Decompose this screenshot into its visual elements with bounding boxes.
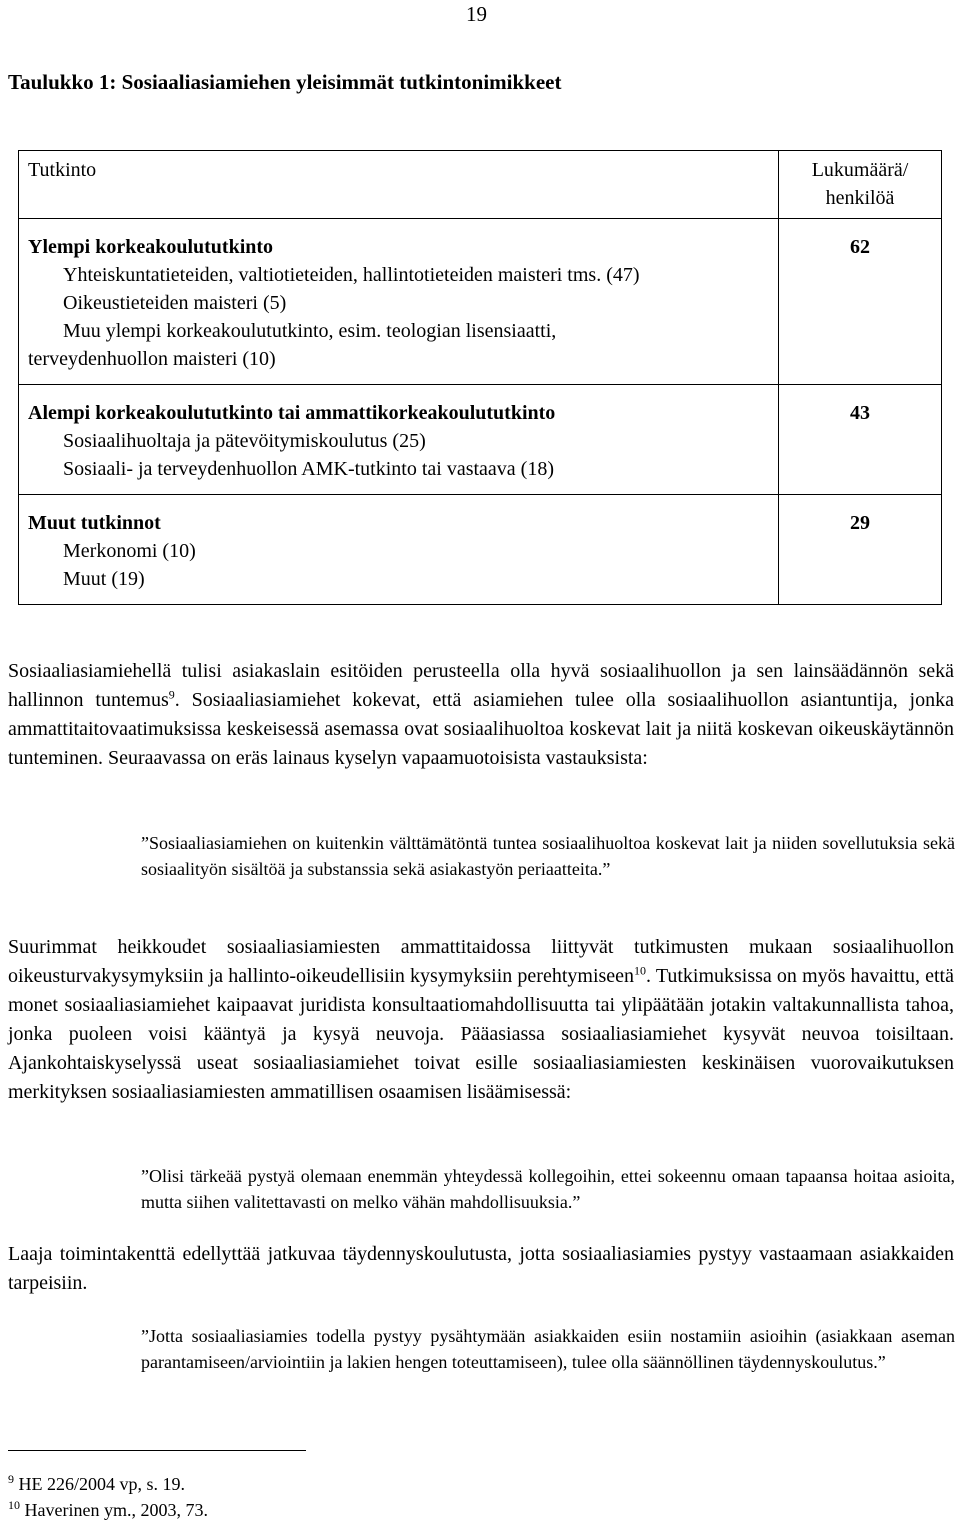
group-title: Alempi korkeakoulututkinto tai ammattikorkeakoulututkinto (28, 402, 556, 424)
group-title: Ylempi korkeakoulututkinto (28, 236, 274, 258)
quotation: ”Jotta sosiaaliasiamies todella pystyy pysähtymään asiakkaiden esiin nostamiin asioihin (asiakkaan aseman parantamiseen/arviointiin ja lakien hengen toteuttamiseen), tulee olla säännöllinen täydennyskoulutus.” (141, 1326, 955, 1372)
count-cell (779, 219, 942, 385)
group-title: Muut tutkinnot (28, 512, 161, 534)
degree-cell (19, 385, 779, 495)
group-item: terveydenhuollon maisteri (10) (28, 348, 276, 370)
group-count: 29 (850, 512, 870, 534)
degree-cell (19, 495, 779, 605)
footnote-ref: 10 (634, 963, 647, 978)
footnote: $^9$ HE 226/2004 vp, s. 19. (8, 1472, 185, 1494)
body-paragraph: Sosiaaliasiamiehellä tulisi asiakaslain esitöiden perusteella olla hyvä sosiaalihuollon ja sen lainsäädännön sekä hallinnon tuntemus$^9$. Sosiaaliasiamiehet kokevat, että asiamiehen tulee olla sosiaalihuollon asiantuntija, jonka ammattitaitovaatimuksissa keskeisessä asemassa ovat sosiaalihuoltoa koskevat lait ja niitä koskevan oikeuskäytännön tunteminen. Seuraavassa on eräs lainaus kyselyn vapaamuotoisista vastauksista: (8, 660, 954, 769)
group-count: 62 (850, 236, 870, 258)
table-row (19, 385, 942, 495)
degree-table (18, 150, 942, 605)
quotation: ”Sosiaaliasiamiehen on kuitenkin välttämätöntä tuntea sosiaalihuoltoa koskevat lait ja niiden sovellutuksia sekä sosiaalityön sisältöä ja substanssia sekä asiakastyön periaatteita.” (141, 833, 955, 879)
header-count: Lukumäärä/ henkilöä (779, 151, 942, 219)
body-paragraph: Suurimmat heikkoudet sosiaaliasiamiesten ammattitaidossa liittyvät tutkimusten mukaan sosiaalihuollon oikeusturvakysymyksiin ja hallinto-oikeudellisiin kysymyksiin perehtymiseen$^{10}$. Tutkimuksissa on myös havaittu, että monet sosiaaliasiamiehet kaipaavat juridista konsultaatiomahdollisuutta tai ylipäätään jotakin valtakunnallista tahoa, jonka puoleen voisi kääntyä ja kysyä neuvoja. Pääasiassa sosiaaliasiamiehet kysyvät neuvoa toisiltaan. Ajankohtaiskyselyssä useat sosiaaliasiamiehet toivat esille sosiaaliasiamiesten keskinäisen vuorovaikutuksen merkityksen sosiaaliasiamiesten ammatillisen osaamisen lisäämisessä: (8, 936, 954, 1103)
page-number: 19 (466, 2, 487, 26)
quotation: ”Olisi tärkeää pystyä olemaan enemmän yhteydessä kollegoihin, ettei sokeennu omaan tapaansa hoitaa asioita, mutta siihen valitettavasti on melko vähän mahdollisuuksia.” (141, 1166, 955, 1212)
group-item: Muut (19) (63, 568, 145, 590)
table-row (19, 495, 942, 605)
group-item: Muu ylempi korkeakoulututkinto, esim. teologian lisensiaatti, (63, 320, 557, 342)
table-caption: Taulukko 1: Sosiaaliasiamiehen yleisimmät tutkintonimikkeet (8, 70, 562, 94)
count-cell (779, 385, 942, 495)
footnote: $^{10}$ Haverinen ym., 2003, 73. (8, 1498, 208, 1520)
footnote-divider (8, 1450, 306, 1451)
footnote-ref: 9 (168, 687, 175, 702)
group-item: Oikeustieteiden maisteri (5) (63, 292, 287, 314)
count-cell (779, 495, 942, 605)
header-degree: Tutkinto (19, 151, 779, 219)
table-row (19, 219, 942, 385)
table-header-row (19, 151, 942, 219)
group-count: 43 (850, 402, 870, 424)
group-item: Sosiaalihuoltaja ja pätevöitymiskoulutus (25) (63, 430, 426, 452)
group-item: Merkonomi (10) (63, 540, 196, 562)
group-item: Sosiaali- ja terveydenhuollon AMK-tutkinto tai vastaava (18) (63, 458, 554, 480)
degree-cell (19, 219, 779, 385)
group-item: Yhteiskuntatieteiden, valtiotieteiden, hallintotieteiden maisteri tms. (47) (63, 264, 640, 286)
body-paragraph: Laaja toimintakenttä edellyttää jatkuvaa täydennyskoulutusta, jotta sosiaaliasiamies pystyy vastaamaan asiakkaiden tarpeisiin. (8, 1243, 954, 1294)
